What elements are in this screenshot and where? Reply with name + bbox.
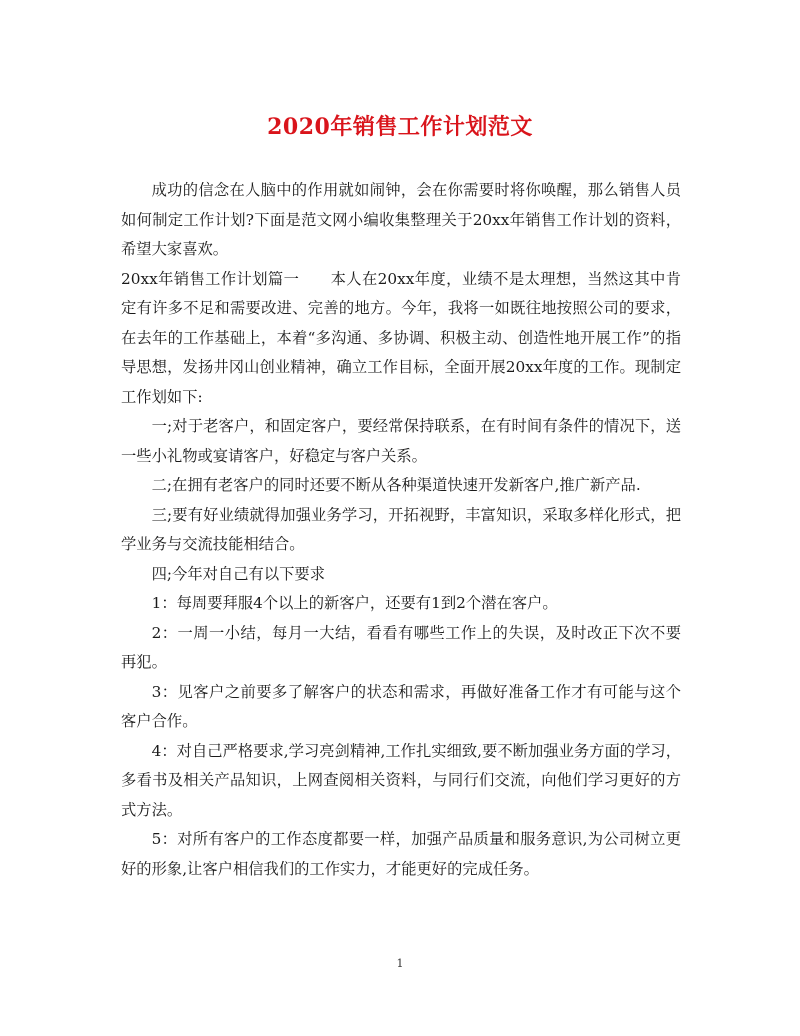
document-title: 2020年销售工作计划范文 <box>267 114 533 140</box>
document-body <box>121 176 681 884</box>
requirement-1-paragraph: 1：每周要拜服4个以上的新客户，还要有1到2个潜在客户。 <box>151 594 558 612</box>
plan-item-3-paragraph: 三;要有好业绩就得加强业务学习，开拓视野，丰富知识，采取多样化形式，把学业务与交流技能相结合。 <box>121 505 681 553</box>
requirement-5-paragraph: 5：对所有客户的工作态度都要一样，加强产品质量和服务意识,为公司树立更好的形象,让客户相信我们的工作实力，才能更好的完成任务。 <box>121 830 681 878</box>
intro-paragraph: 成功的信念在人脑中的作用就如闹钟，会在你需要时将你唤醒，那么销售人员如何制定工作计划?下面是范文网小编收集整理关于20xx年销售工作计划的资料，希望大家喜欢。 <box>121 181 681 258</box>
plan-item-2-paragraph: 二;在拥有老客户的同时还要不断从各种渠道快速开发新客户,推广新产品. <box>151 476 641 494</box>
plan-item-1-paragraph: 一;对于老客户，和固定客户，要经常保持联系，在有时间有条件的情况下，送一些小礼物或宴请客户，好稳定与客户关系。 <box>121 417 681 465</box>
plan-item-4-paragraph: 四;今年对自己有以下要求 <box>151 564 326 583</box>
page-number: 1 <box>396 957 404 970</box>
requirement-4-paragraph: 4：对自己严格要求,学习亮剑精神,工作扎实细致,要不断加强业务方面的学习，多看书及相关产品知识，上网查阅相关资料，与同行们交流，向他们学习更好的方式方法。 <box>121 741 681 819</box>
requirement-2-paragraph: 2：一周一小结，每月一大结，看看有哪些工作上的失误，及时改正下次不要再犯。 <box>121 623 681 671</box>
requirement-3-paragraph: 3：见客户之前要多了解客户的状态和需求，再做好准备工作才有可能与这个客户合作。 <box>121 682 681 730</box>
plan-intro-paragraph: 20xx年销售工作计划篇一 本人在20xx年度，业绩不是太理想，当然这其中肯定有许多不足和需要改进、完善的地方。今年，我将一如既往地按照公司的要求，在去年的工作基础上，本着“多沟通、多协调、积极主动、创造性地开展工作”的指导思想，发扬井冈山创业精神，确立工作目标，全面开展20xx年度的工作。现制定工作划如下: <box>121 269 681 406</box>
